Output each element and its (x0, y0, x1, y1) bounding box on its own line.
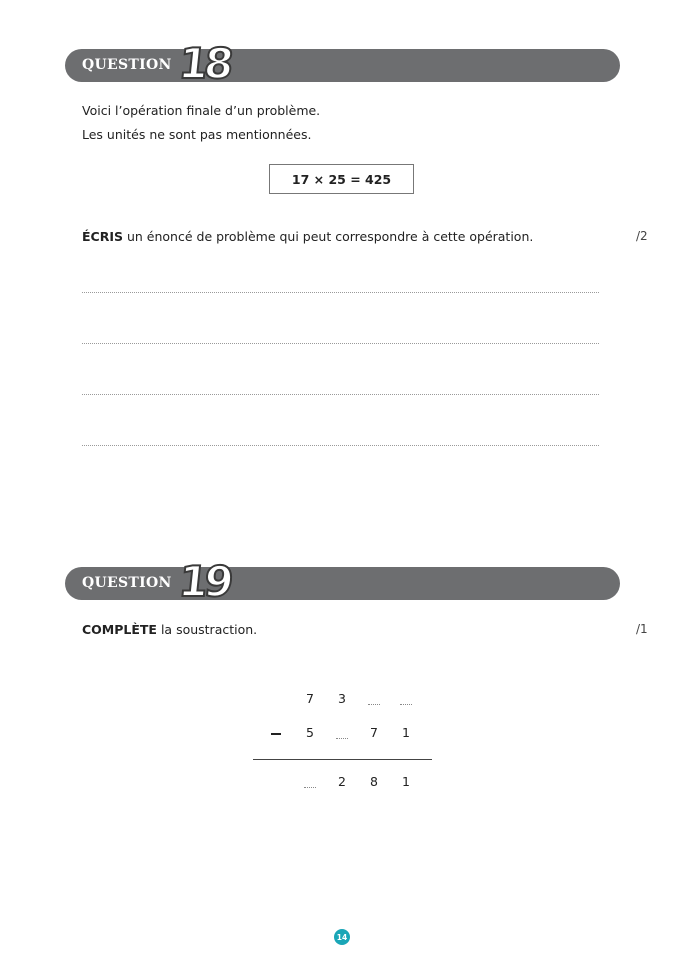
question-label: QUESTION (82, 57, 172, 73)
difference-digit: 8 (370, 774, 378, 789)
question-18-header (65, 39, 620, 88)
minus-sign (271, 733, 281, 735)
question-19-header (65, 557, 620, 606)
result-rule (253, 759, 432, 760)
minuend-digit: 7 (306, 691, 314, 706)
answer-line-1[interactable] (82, 292, 599, 293)
operation-box: 17 × 25 = 425 (269, 164, 414, 194)
instruction-19 (82, 622, 257, 637)
instruction-18 (82, 229, 533, 244)
question-label: QUESTION (82, 575, 172, 591)
minuend-digit: 3 (338, 691, 346, 706)
answer-line-4[interactable] (82, 445, 599, 446)
blank-digit[interactable] (336, 738, 348, 739)
subtrahend-digit: 1 (402, 725, 410, 740)
blank-digit[interactable] (368, 704, 380, 705)
page-number: 14 (334, 929, 350, 945)
score-18: /2 (636, 229, 648, 243)
intro-line-1: Voici l’opération finale d’un problème. (82, 103, 321, 118)
score-19: /1 (636, 622, 648, 636)
answer-line-3[interactable] (82, 394, 599, 395)
instruction-text: un énoncé de problème qui peut correspondre à cette opération. (123, 229, 534, 244)
instruction-verb: COMPLÈTE (82, 622, 157, 637)
question-number: 18 (176, 39, 233, 88)
intro-line-2: Les unités ne sont pas mentionnées. (82, 127, 312, 142)
difference-digit: 2 (338, 774, 346, 789)
subtrahend-digit: 5 (306, 725, 314, 740)
instruction-text: la soustraction. (156, 622, 258, 637)
blank-digit[interactable] (400, 704, 412, 705)
blank-digit[interactable] (304, 787, 316, 788)
instruction-verb: ÉCRIS (82, 229, 123, 244)
subtrahend-digit: 7 (370, 725, 378, 740)
difference-digit: 1 (402, 774, 410, 789)
question-number: 19 (176, 557, 233, 606)
answer-line-2[interactable] (82, 343, 599, 344)
